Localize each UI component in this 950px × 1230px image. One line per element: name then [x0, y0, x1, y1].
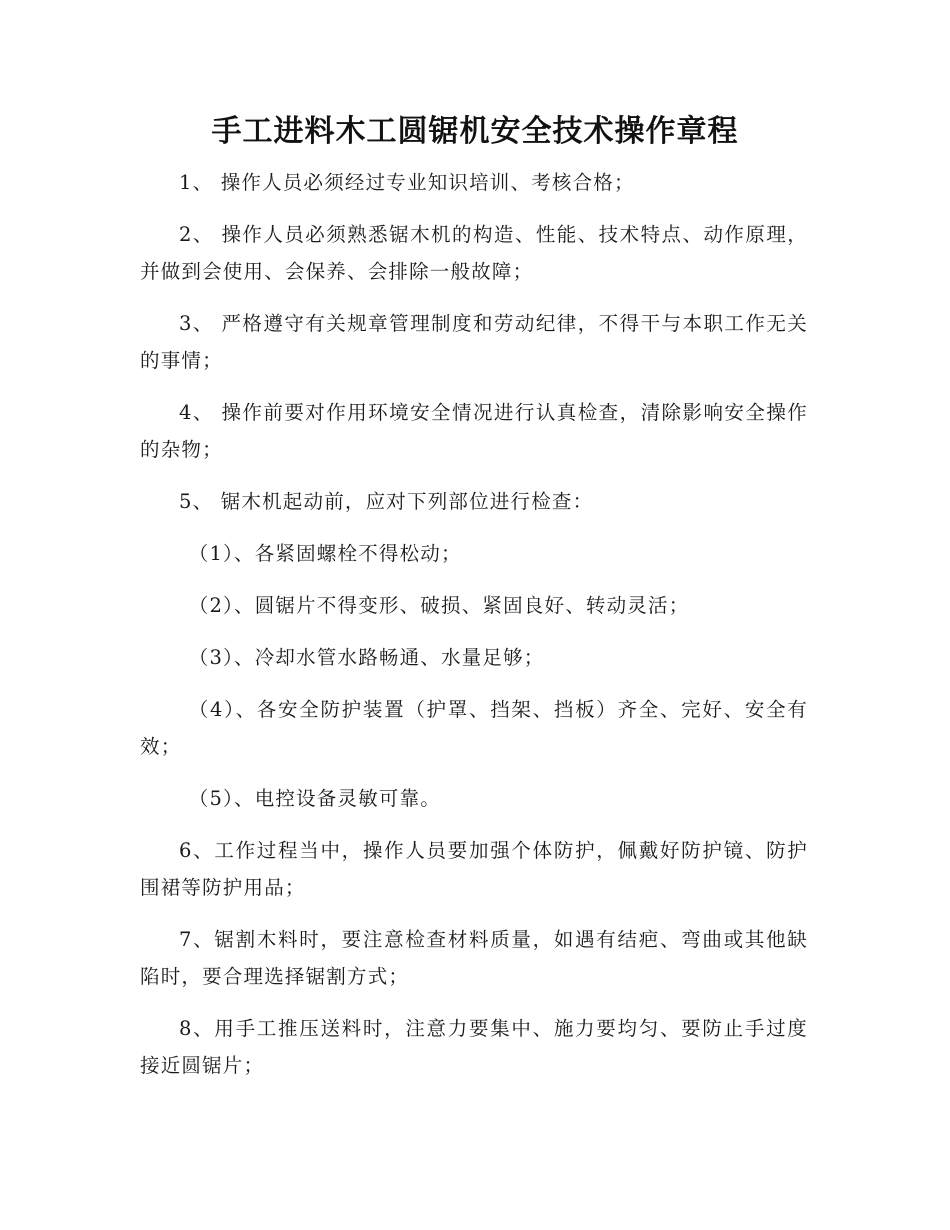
- paragraph-2: 2、 操作人员必须熟悉锯木机的构造、性能、技术特点、动作原理，并做到会使用、会保养、会排除一般故障；: [140, 223, 808, 283]
- document-title: 手工进料木工圆锯机安全技术操作章程: [211, 114, 739, 149]
- paragraph-4: 4、 操作前要对作用环境安全情况进行认真检查，清除影响安全操作的杂物；: [140, 401, 808, 461]
- sub-item-2: （2）、圆锯片不得变形、破损、紧固良好、转动灵活；: [188, 594, 690, 617]
- sub-item-1: （1）、各紧固螺栓不得松动；: [188, 542, 462, 565]
- paragraph-7: 7、锯割木料时，要注意检查材料质量，如遇有结疤、弯曲或其他缺陷时，要合理选择锯割方式；: [140, 928, 808, 988]
- paragraph-5: 5、 锯木机起动前，应对下列部位进行检查：: [179, 490, 594, 513]
- sub-item-5: （5）、电控设备灵敏可靠。: [188, 787, 442, 810]
- sub-item-4: （4）、各安全防护装置（护罩、挡架、挡板）齐全、完好、安全有效；: [140, 698, 808, 758]
- paragraph-6: 6、工作过程当中，操作人员要加强个体防护，佩戴好防护镜、防护围裙等防护用品；: [140, 839, 808, 899]
- paragraph-1: 1、 操作人员必须经过专业知识培训、考核合格；: [179, 171, 635, 194]
- paragraph-3: 3、 严格遵守有关规章管理制度和劳动纪律，不得干与本职工作无关的事情；: [140, 312, 808, 372]
- paragraph-8: 8、用手工推压送料时，注意力要集中、施力要均匀、要防止手过度接近圆锯片；: [140, 1017, 808, 1077]
- document-body: [140, 164, 808, 1099]
- sub-item-3: （3）、冷却水管水路畅通、水量足够；: [188, 646, 545, 669]
